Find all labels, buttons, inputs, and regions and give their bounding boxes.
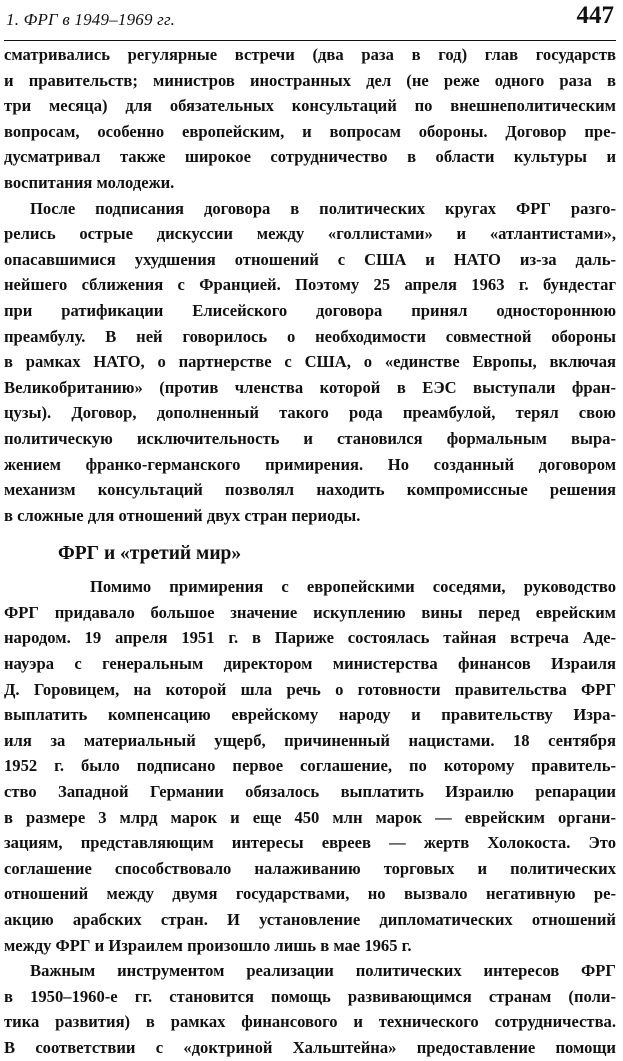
text-line: механизм консультаций позволял находить компромиссные решения xyxy=(4,480,616,500)
book-page xyxy=(4,0,616,1057)
text-line: при ратификации Елисейского договора принял одностороннюю xyxy=(4,300,616,320)
body-text xyxy=(4,42,616,1061)
text-line: тика развития) в рамках финансового и технического сотрудничества. xyxy=(4,1012,616,1032)
text-line: акцию арабских стран. И установление дипломатических отношений xyxy=(4,910,616,929)
text-line: и правительств; министров иностранных дел (не реже одного раза в xyxy=(4,70,616,90)
text-line: три месяца) для обязательных консультаций по внешнеполитическим xyxy=(4,96,616,116)
text-line: В соответствии с «доктриной Хальштейна» предоставление помощи xyxy=(4,1037,616,1057)
text-line: дусматривал также широкое сотрудничество в области культуры и xyxy=(4,147,616,167)
text-line: жением франко-германского примирения. Но созданный договором xyxy=(4,454,616,474)
text-line: в рамках НАТО, о партнерстве с США, о «единстве Европы, включая xyxy=(4,352,616,372)
page-number: 447 xyxy=(576,2,614,29)
paragraph-3 xyxy=(4,574,616,958)
text-line: вопросам, особенно европейским, и вопросам обороны. Договор пре- xyxy=(4,121,616,141)
section-heading: ФРГ и «третий мир» xyxy=(58,543,242,565)
text-line: народом. 19 апреля 1951 г. в Париже состоялась тайная встреча Аде- xyxy=(4,628,616,648)
text-line: воспитания молодежи. xyxy=(4,172,175,192)
text-line: ФРГ придавало большое значение искуплению вины перед еврейским xyxy=(4,602,616,622)
text-line: Важным инструментом реализации политических интересов ФРГ xyxy=(30,961,616,981)
paragraph-4 xyxy=(4,958,616,1060)
text-line: Д. Горовицем, на которой шла речь о готовности правительства ФРГ xyxy=(4,679,616,699)
text-line: зациям, представляющим интересы евреев — жертв Холокоста. Это xyxy=(4,833,616,853)
text-line: преамбулу. В ней говорилось о необходимости совместной обороны xyxy=(4,326,616,346)
text-line: Великобританию» (против членства которой в ЕЭС выступали фран- xyxy=(4,377,616,397)
page-header xyxy=(4,0,616,41)
text-line: После подписания договора в политических кругах ФРГ разго- xyxy=(30,198,616,218)
text-line: в сложные для отношений двух стран периоды. xyxy=(4,505,361,525)
text-line: релись острые дискуссии между «голлистами» и «атлантистами», xyxy=(4,224,616,244)
text-line: в 1950–1960-е гг. становится помощь развивающимся странам (поли- xyxy=(4,986,616,1006)
text-line: нейшего сближения с Францией. Поэтому 25 апреля 1963 г. бундестаг xyxy=(4,275,616,295)
text-line: отношений между двумя государствами, но вызвало негативную ре- xyxy=(4,884,616,904)
text-line: опасавшимися ухудшения отношений с США и НАТО из-за даль- xyxy=(4,249,616,269)
paragraph-2 xyxy=(4,196,616,529)
text-line: политическую исключительность и становился формальным выра- xyxy=(4,428,616,448)
text-line: 1952 г. было подписано первое соглашение, по которому правитель- xyxy=(4,756,616,776)
text-line: выплатить компенсацию еврейскому народу и правительству Изра- xyxy=(4,705,616,725)
text-line: соглашение способствовало налаживанию торговых и политических xyxy=(4,858,616,878)
text-line: Помимо примирения с европейскими соседями, руководство xyxy=(90,577,616,597)
running-head: 1. ФРГ в 1949–1969 гг. xyxy=(6,10,176,29)
text-line: ство Западной Германии обязалось выплатить Израилю репарации xyxy=(4,782,616,802)
text-line: цузы). Договор, дополненный такого рода преамбулой, терял свою xyxy=(4,403,616,423)
text-line: науэра с генеральным директором министерства финансов Израиля xyxy=(4,654,616,674)
text-line: иля за материальный ущерб, причиненный нацистами. 18 сентября xyxy=(4,730,616,750)
text-line: в размере 3 млрд марок и еще 450 млн марок — еврейским органи- xyxy=(4,807,616,827)
text-line: между ФРГ и Израилем произошло лишь в мае 1965 г. xyxy=(4,935,412,955)
paragraph-1 xyxy=(4,42,616,196)
text-line: сматривались регулярные встречи (два раза в год) глав государств xyxy=(4,45,616,64)
